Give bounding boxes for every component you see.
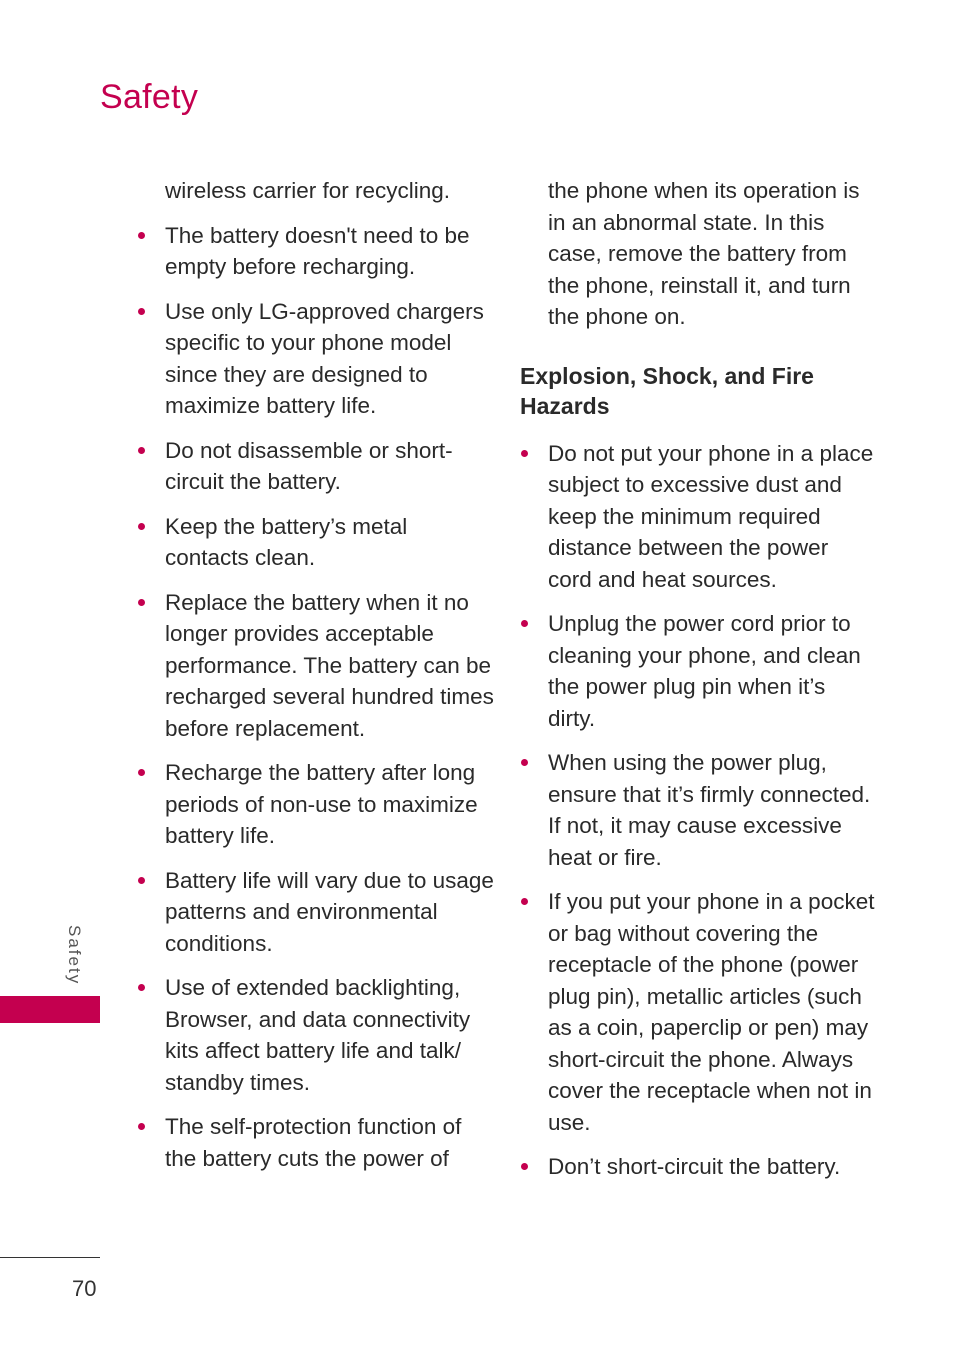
list-item-text: If you put your phone in a pocket or bag without covering the receptacle of the phone (power plug pin), metallic articles (such as a coin, paperclip or pen) may short-circuit the phone. Always cover the receptacle when not in use.: [548, 889, 875, 1135]
list-item-text: Battery life will vary due to usage patterns and environmental conditions.: [165, 867, 494, 956]
list-item: [165, 220, 495, 283]
bullet-icon: [138, 447, 145, 454]
bullet-icon: [138, 599, 145, 606]
list-item: [548, 608, 878, 734]
bullet-icon: [521, 620, 528, 627]
list-item-text: Keep the battery’s metal contacts clean.: [165, 513, 408, 570]
bullet-icon: [138, 232, 145, 239]
bullet-icon: [521, 898, 528, 905]
bullet-icon: [138, 1123, 145, 1130]
list-item-text: When using the power plug, ensure that it’s firmly connected. If not, it may cause excessive heat or fire.: [548, 750, 871, 870]
list-item: [548, 886, 878, 1138]
list-item: [165, 587, 495, 745]
list-item: [165, 757, 495, 852]
list-item: [165, 435, 495, 498]
bullet-icon: [521, 1163, 528, 1170]
list-item-text: Use of extended backlighting, Browser, and data connectivity kits affect battery life and talk/ standby times.: [165, 975, 471, 1095]
bullet-icon: [138, 877, 145, 884]
bullet-icon: [138, 984, 145, 991]
list-item-text: Unplug the power cord prior to cleaning your phone, and clean the power plug pin when it’s dirty.: [548, 611, 861, 731]
list-item-text: Replace the battery when it no longer provides acceptable performance. The battery can be recharged several hundred times before replacement.: [165, 589, 494, 741]
side-tab-marker: [0, 996, 100, 1023]
right-lead-text: the phone when its operation is in an abnormal state. In this case, remove the battery from the phone, reinstall it, and turn the phone on.: [548, 178, 860, 329]
left-column: [165, 175, 495, 1187]
list-item-text: Do not put your phone in a place subject to excessive dust and keep the minimum required distance between the power cord and heat sources.: [548, 440, 874, 592]
page-number: 70: [72, 1276, 97, 1301]
list-item-text: The self-protection function of the battery cuts the power of: [165, 1114, 462, 1171]
section-heading: Explosion, Shock, and Fire Hazards: [520, 362, 814, 419]
list-item-text: The battery doesn't need to be empty before recharging.: [165, 222, 470, 279]
list-item-text: Recharge the battery after long periods of non-use to maximize battery life.: [165, 760, 478, 848]
footer-divider: [0, 1257, 100, 1258]
right-column: [520, 175, 878, 1196]
list-item: [165, 972, 495, 1098]
bullet-icon: [138, 769, 145, 776]
list-item: [548, 438, 878, 596]
list-item: [165, 865, 495, 960]
bullet-icon: [138, 523, 145, 530]
list-item: [165, 511, 495, 574]
list-item: [548, 747, 878, 873]
list-item-text: Do not disassemble or short-circuit the battery.: [165, 437, 453, 494]
left-lead-text: wireless carrier for recycling.: [165, 178, 451, 203]
side-tab-label: Safety: [65, 925, 84, 986]
list-item-text: Don’t short-circuit the battery.: [548, 1154, 841, 1179]
list-item: [165, 296, 495, 422]
list-item: [548, 1151, 878, 1183]
list-item-text: Use only LG-approved chargers specific to your phone model since they are designed to maximize battery life.: [165, 298, 484, 418]
list-item: [165, 1111, 495, 1174]
bullet-icon: [521, 759, 528, 766]
bullet-icon: [521, 450, 528, 457]
page-title: Safety: [100, 78, 199, 116]
bullet-icon: [138, 308, 145, 315]
